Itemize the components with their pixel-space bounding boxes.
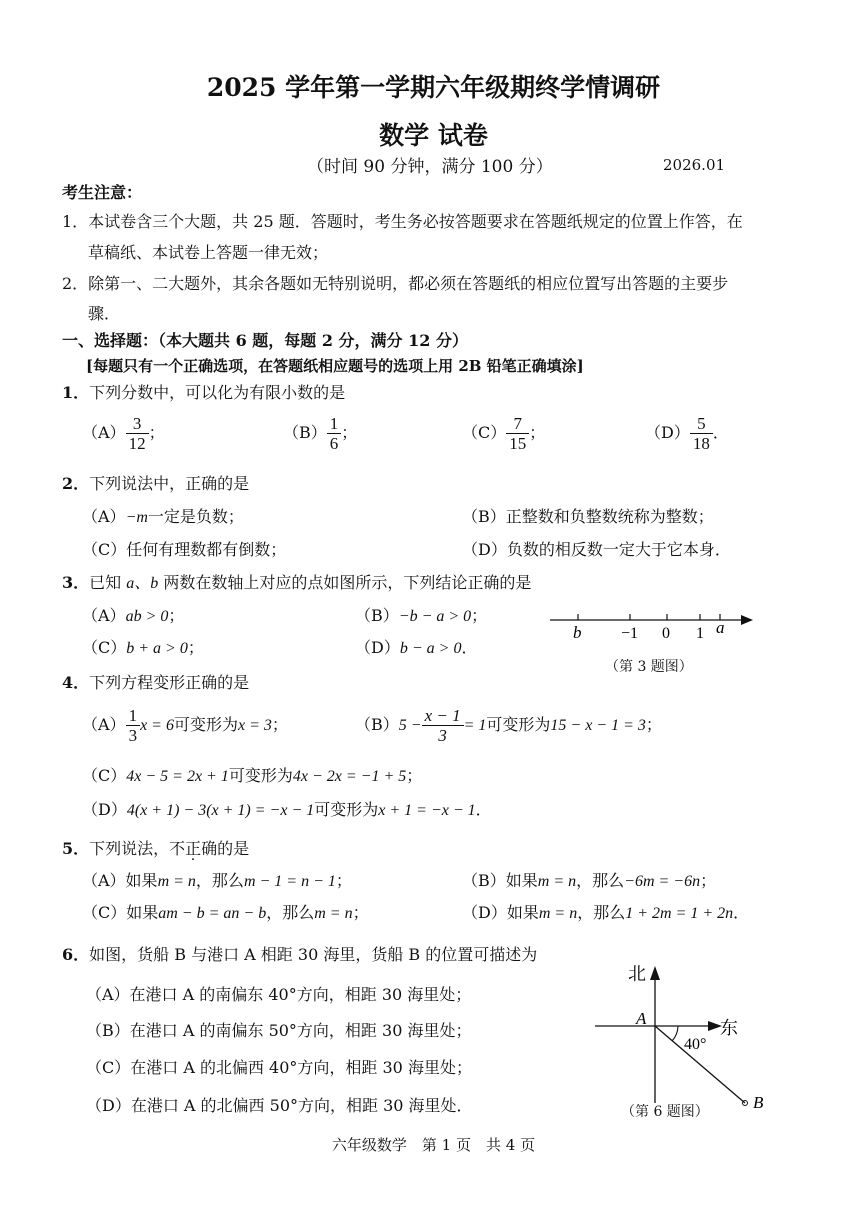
q1-number: 1． [62,383,90,402]
q6-option-a: （A）在港口 A 的南偏东 40°方向，相距 30 海里处； [86,985,472,1004]
q3-option-c: （C）b + a > 0； [82,638,204,657]
q1-c-label: （C） [462,423,507,442]
q1-a-fraction: $\frac{3}{12}$ [126,414,149,453]
q1-option-d: （D） $\frac{5}{18}$ ． [645,414,729,453]
q5-option-b: （B）如果m = n，那么−6m = −6n； [462,871,717,890]
q6-compass-figure [590,958,780,1108]
q3-option-b: （B）−b − a > 0； [355,606,488,625]
q1-b-fraction: $\frac{1}{6}$ [327,414,342,453]
point-a-label: A [636,1009,647,1028]
q6-option-b: （B）在港口 A 的南偏东 50°方向，相距 30 海里处； [86,1021,472,1040]
q4-option-c: （C）4x − 5 = 2x + 1可变形为4x − 2x = −1 + 5； [82,766,423,785]
q5-option-a: （A）如果m = n，那么m − 1 = n − 1； [82,871,352,890]
notice-item-2: 2．除第一、二大题外，其余各题如无特别说明，都必须在答题纸的相应位置写出答题的主要步 [62,274,729,293]
q4-stem: 下列方程变形正确的是 [89,673,250,692]
label-1: 1 [696,625,704,642]
question-2 [62,474,249,494]
q1-option-a: （A） $\frac{3}{12}$ ； [82,414,165,453]
q2-option-c: （C）任何有理数都有倒数； [82,540,287,559]
q6-option-c: （C）在港口 A 的北偏西 40°方向，相距 30 海里处； [86,1058,472,1077]
exam-subject: 数学 试卷 [379,121,488,150]
notice-item-1: 1．本试卷含三个大题，共 25 题．答题时，考生务必按答题要求在答题纸规定的位置上作答，在 [62,212,743,231]
time-info: （时间 90 分钟，满分 100 分） [307,157,553,177]
q5-emphasis: 不正确 [169,839,218,858]
q2-option-b: （B）正整数和负整数统称为整数； [462,507,714,526]
question-4 [62,673,249,693]
angle-label: 40° [684,1036,707,1053]
label-b: b [573,623,582,642]
question-6 [62,945,537,965]
point-b-label: B [753,1093,764,1108]
q1-option-b: （B） $\frac{1}{6}$ ； [283,414,358,453]
q6-stem: 如图，货船 B 与港口 A 相距 30 海里，货船 B 的位置可描述为 [89,945,538,964]
q2-option-d: （D）负数的相反数一定大于它本身． [462,540,731,559]
q2-stem: 下列说法中，正确的是 [89,474,250,493]
q1-c-fraction: $\frac{7}{15}$ [506,414,529,453]
q3-option-a: （A）ab > 0； [82,606,185,625]
north-arrow [650,966,660,980]
section-1-instruction: [每题只有一个正确选项，在答题纸相应题号的选项上用 2B 铅笔正确填涂] [86,357,584,375]
q5-option-d: （D）如果m = n，那么1 + 2m = 1 + 2n． [462,903,750,922]
question-1 [62,383,345,403]
label-neg1: −1 [621,625,639,642]
q1-option-c: （C） $\frac{7}{15}$ ； [462,414,546,453]
q5-number: 5． [62,839,90,858]
question-5: 5．下列说法，不正确的是 [62,839,250,858]
section-1-heading: 一、选择题：（本大题共 6 题，每题 2 分，满分 12 分） [62,331,468,350]
q4-option-a: （A） $\frac{1}{3}$ x = 6可变形为x = 3； [82,706,288,745]
east-label: 东 [720,1018,738,1038]
q3-number: 3． [62,573,90,592]
q4-number: 4． [62,673,90,692]
q1-b-label: （B） [283,423,327,442]
notice-heading: 考生注意： [62,183,143,202]
q4-option-d: （D）4(x + 1) − 3(x + 1) = −x − 1可变形为x + 1 = −x − 1． [82,800,492,819]
page-footer: 六年级数学 第 1 页 共 4 页 [331,1136,536,1154]
number-line-arrow [741,615,753,625]
q6-option-d: （D）在港口 A 的北偏西 50°方向，相距 30 海里处． [86,1096,473,1115]
q6-number: 6． [62,945,90,964]
q4-option-b: （B）5 − $\frac{x - 1}{3}$ = 1可变形为15 − x − 1 = 3； [355,706,662,745]
q2-number: 2． [62,474,90,493]
label-a: a [716,618,725,637]
q5-option-c: （C）如果am − b = an − b，那么m = n； [82,903,369,922]
question-3: 3．已知 a、b 两数在数轴上对应的点如图所示，下列结论正确的是 [62,573,532,592]
north-label: 北 [628,964,646,984]
q1-stem: 下列分数中，可以化为有限小数的是 [89,383,346,402]
q3-figure-caption: （第 3 题图） [605,659,693,675]
q2-option-a: （A）−m一定是负数； [82,507,244,526]
notice-item-1-cont: 草稿纸、本试卷上答题一律无效； [88,243,329,262]
exam-title: 2025 学年第一学期六年级期终学情调研 [206,73,661,102]
angle-arc [672,1026,678,1041]
q1-d-fraction: $\frac{5}{18}$ [690,414,713,453]
notice-item-2-cont: 骤． [88,304,121,323]
q1-a-label: （A） [82,423,126,442]
q1-d-label: （D） [645,423,690,442]
label-0: 0 [662,625,670,642]
q6-figure-caption: （第 6 题图） [621,1104,709,1120]
exam-date: 2026.01 [663,156,726,174]
q3-option-d: （D）b − a > 0． [355,638,478,657]
